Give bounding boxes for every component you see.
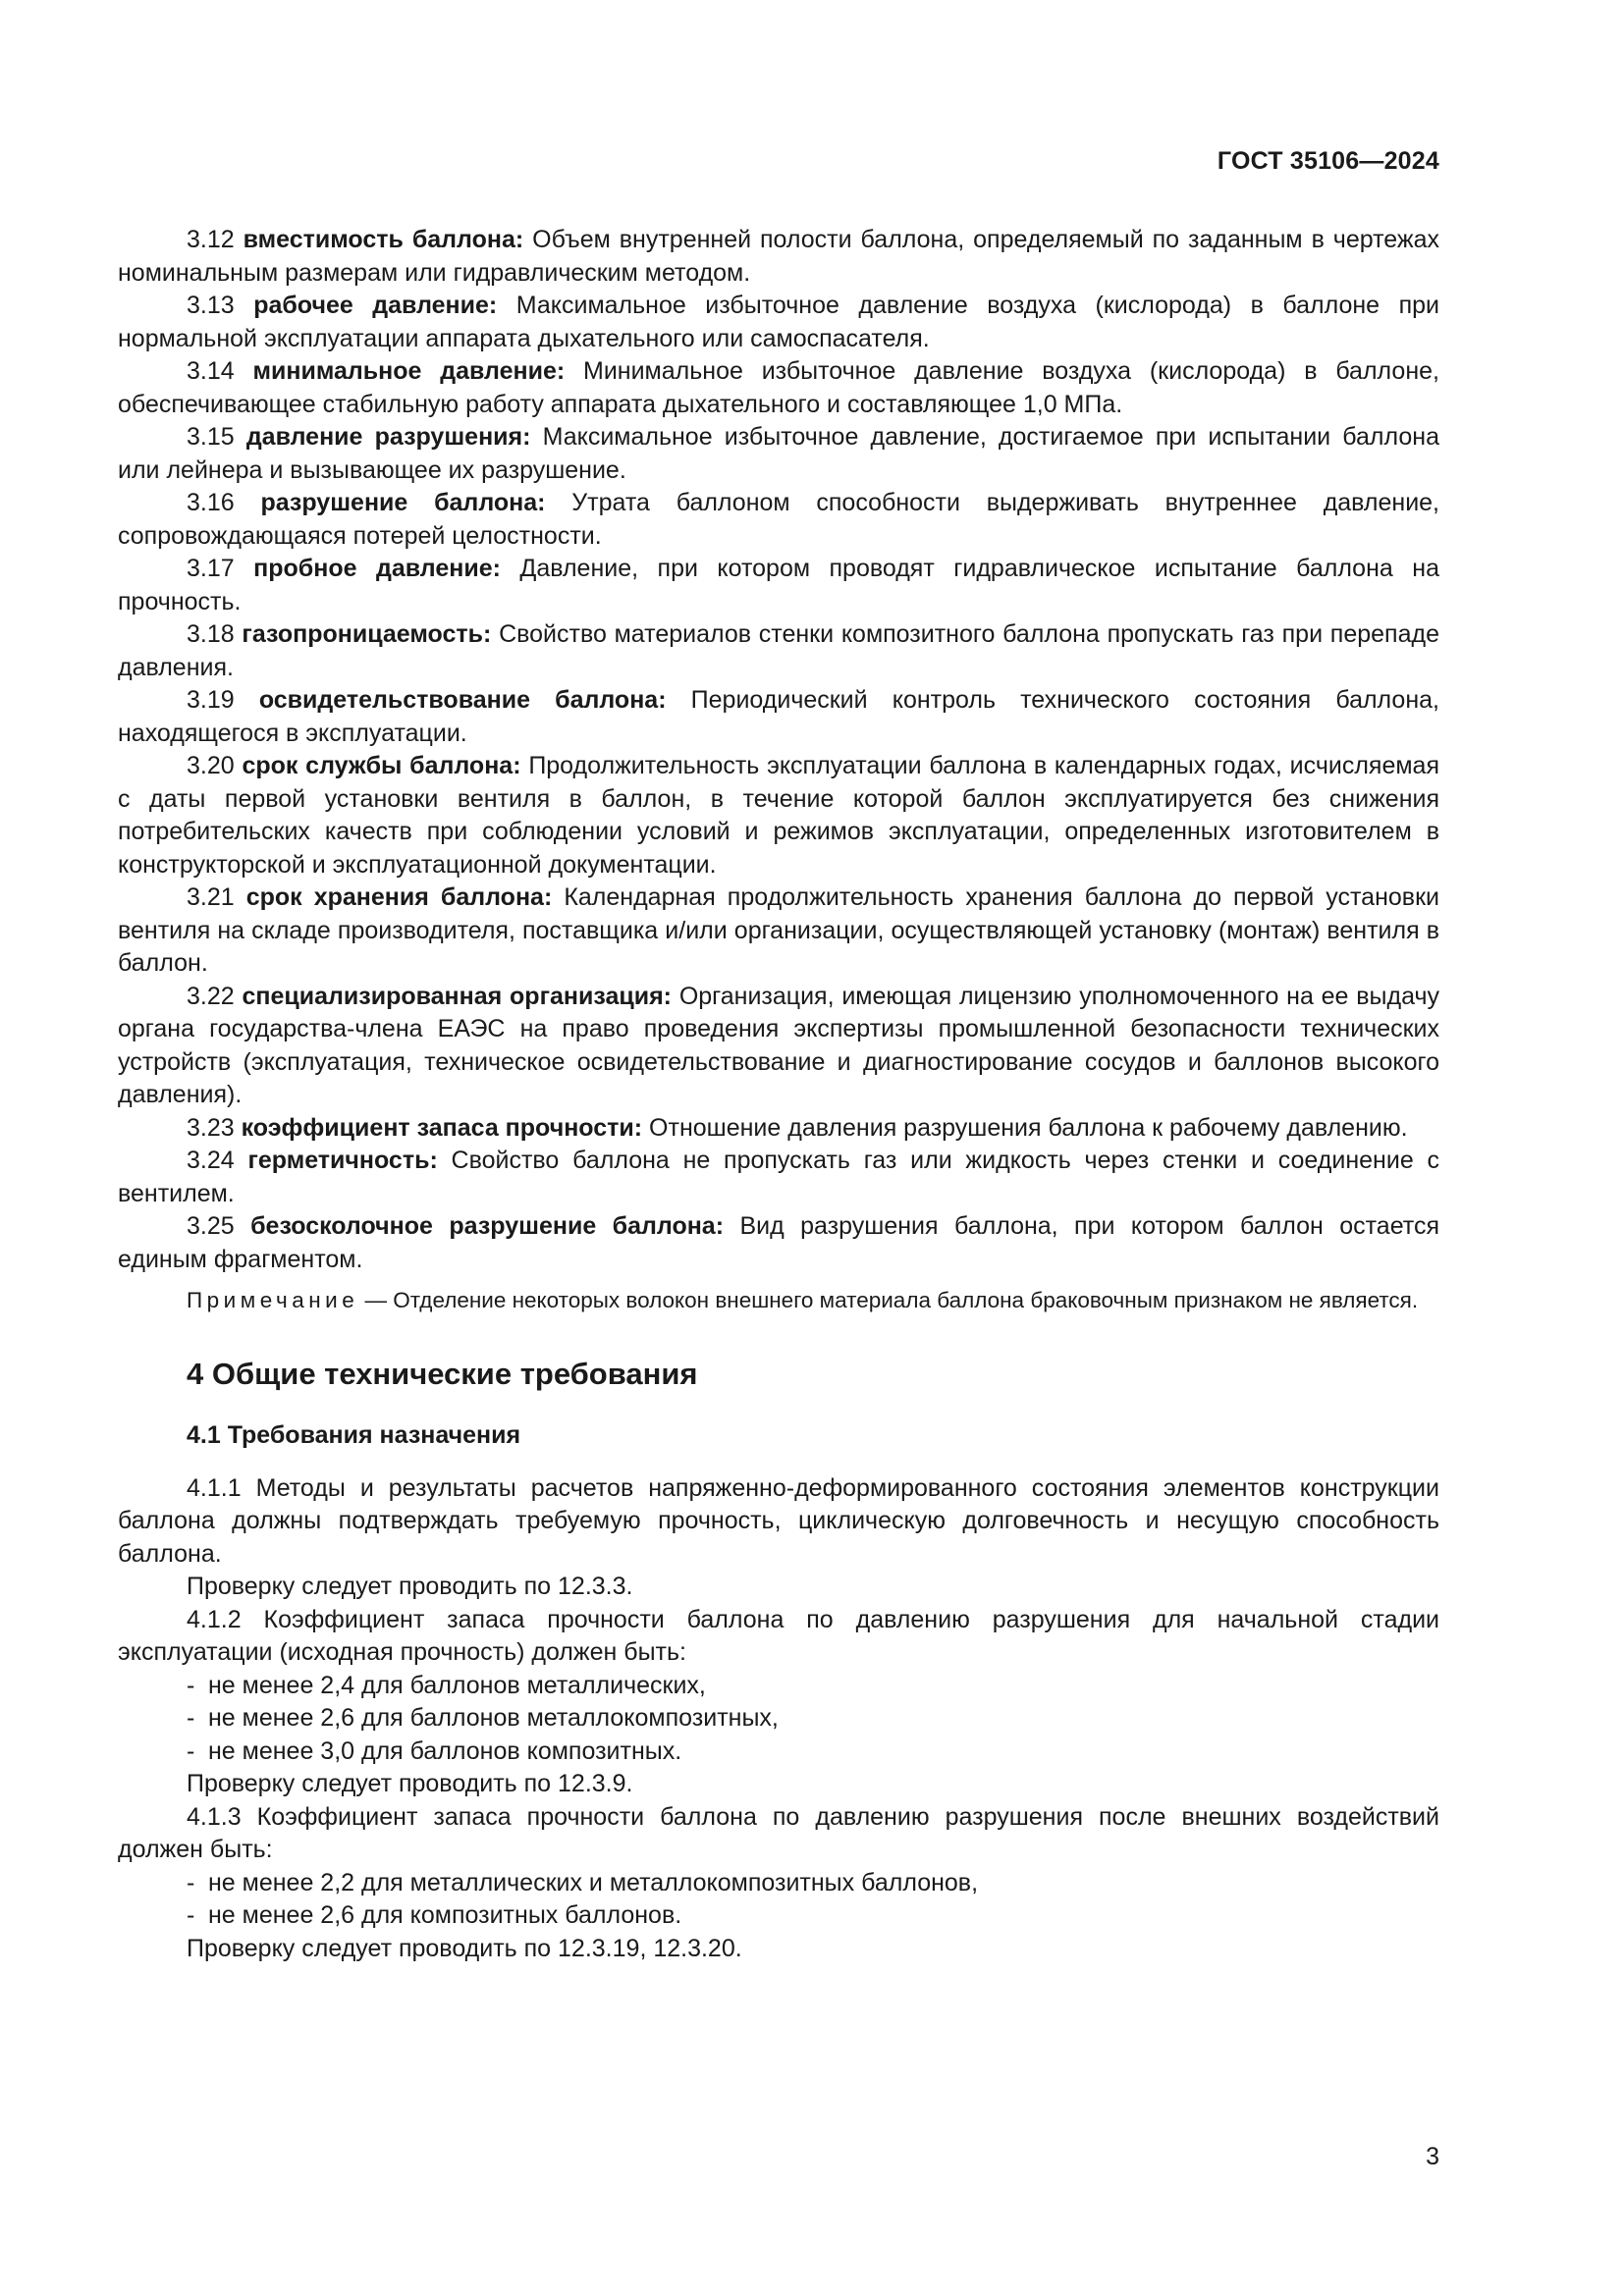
definition-term: безосколочное разрушение баллона: bbox=[250, 1212, 725, 1240]
definition-number: 3.23 bbox=[187, 1113, 235, 1142]
definition-term: газопроницаемость: bbox=[242, 620, 492, 648]
list-item-text: не менее 2,2 для металлических и металлокомпозитных баллонов, bbox=[208, 1868, 979, 1896]
definition-term: минимальное давление: bbox=[252, 357, 566, 385]
list-item-text: не менее 2,4 для баллонов металлических, bbox=[208, 1671, 706, 1699]
page-number: 3 bbox=[1426, 2143, 1439, 2170]
definition-term: герметичность: bbox=[247, 1147, 438, 1174]
definition-number: 3.15 bbox=[187, 423, 235, 451]
definition-number: 3.25 bbox=[187, 1212, 235, 1240]
definition-text: Календарная продолжительность хранения баллона до первой установки вентиля на складе производителя, поставщика и/или организации, осуществляющей установку (монтаж) вентиля в баллон. bbox=[118, 883, 1439, 977]
check-reference: Проверку следует проводить по 12.3.9. bbox=[187, 1770, 633, 1797]
definition-3-12 bbox=[118, 224, 1439, 290]
definition-number: 3.16 bbox=[187, 489, 235, 516]
definition-term: давление разрушения: bbox=[245, 423, 531, 451]
definition-text: Объем внутренней полости баллона, определяемый по заданным в чертежах номинальным размерам или гидравлическим методом. bbox=[118, 226, 1439, 287]
definition-text: Вид разрушения баллона, при котором баллон остается единым фрагментом. bbox=[118, 1212, 1439, 1273]
list-item-text: не менее 2,6 для композитных баллонов. bbox=[208, 1901, 682, 1929]
definition-text: Периодический контроль технического состояния баллона, находящегося в эксплуатации. bbox=[118, 686, 1439, 747]
definition-3-18 bbox=[118, 618, 1439, 684]
list-item bbox=[187, 1867, 1439, 1900]
definition-3-22 bbox=[118, 981, 1439, 1112]
definition-term: рабочее давление: bbox=[253, 292, 498, 319]
definition-text: Утрата баллоном способности выдерживать внутреннее давление, сопровождающаяся потерей целостности. bbox=[118, 489, 1440, 550]
subsection-title: 4.1 Требования назначения bbox=[187, 1421, 521, 1449]
paragraph-4-1-2: 4.1.2 Коэффициент запаса прочности баллона по давлению разрушения для начальной стадии эксплуатации (исходная прочность) должен быть: bbox=[118, 1605, 1439, 1666]
section-title: 4 Общие технические требования bbox=[187, 1357, 698, 1391]
definition-term: коэффициент запаса прочности: bbox=[241, 1113, 643, 1142]
definition-text: Свойство материалов стенки композитного баллона пропускать газ при перепаде давления. bbox=[118, 620, 1439, 681]
definition-number: 3.19 bbox=[187, 686, 235, 714]
note bbox=[118, 1286, 1439, 1315]
note-text: — Отделение некоторых волокон внешнего материала баллона браковочным признаком не является. bbox=[364, 1288, 1419, 1312]
note-label: Примечание bbox=[187, 1288, 359, 1312]
list-dash: - bbox=[187, 1704, 195, 1732]
definition-text: Отношение давления разрушения баллона к рабочему давлению. bbox=[649, 1113, 1408, 1142]
definition-3-14 bbox=[118, 355, 1439, 421]
list-item bbox=[187, 1899, 1439, 1933]
definition-3-15 bbox=[118, 421, 1439, 487]
definition-term: пробное давление: bbox=[253, 555, 501, 582]
list-item bbox=[187, 1670, 1439, 1703]
definition-term: срок службы баллона: bbox=[242, 752, 521, 779]
definition-term: вместимость баллона: bbox=[243, 226, 524, 253]
definition-text: Организация, имеющая лицензию уполномоченного на ее выдачу органа государства-члена ЕАЭС на право проведения экспертизы промышленной безопасности технических устройств (эксплуатация, техническое освидетельствование и диагностирование сосудов и баллонов высокого давления). bbox=[118, 982, 1439, 1108]
definition-3-24 bbox=[118, 1145, 1439, 1210]
definition-number: 3.17 bbox=[187, 555, 235, 582]
list-item bbox=[187, 1702, 1439, 1735]
definition-term: срок хранения баллона: bbox=[245, 883, 553, 911]
definition-3-16 bbox=[118, 487, 1439, 553]
definition-number: 3.24 bbox=[187, 1147, 235, 1174]
definition-number: 3.13 bbox=[187, 292, 235, 319]
definition-number: 3.20 bbox=[187, 752, 235, 779]
definition-text: Минимальное избыточное давление воздуха (кислорода) в баллоне, обеспечивающее стабильную работу аппарата дыхательного и составляющее 1,0 МПа. bbox=[118, 357, 1439, 418]
definition-3-23 bbox=[118, 1112, 1439, 1146]
paragraph-4-1-3: 4.1.3 Коэффициент запаса прочности баллона по давлению разрушения после внешних воздействий должен быть: bbox=[118, 1802, 1439, 1863]
definition-text: Давление, при котором проводят гидравлическое испытание баллона на прочность. bbox=[118, 555, 1439, 615]
definition-number: 3.14 bbox=[187, 357, 235, 385]
definition-term: специализированная организация: bbox=[242, 982, 673, 1010]
definition-number: 3.18 bbox=[187, 620, 235, 648]
definition-3-25 bbox=[118, 1210, 1439, 1276]
definition-number: 3.12 bbox=[187, 226, 235, 253]
definition-3-20 bbox=[118, 750, 1439, 881]
definition-text: Продолжительность эксплуатации баллона в календарных годах, исчисляемая с даты первой установки вентиля в баллон, в течение которой баллон эксплуатируется без снижения потребительских качеств при соблюдении условий и режимов эксплуатации, определенных изготовителем в конструкторской и эксплуатационной документации. bbox=[118, 752, 1439, 879]
list-item-text: не менее 3,0 для баллонов композитных. bbox=[208, 1736, 682, 1765]
definition-text: Свойство баллона не пропускать газ или жидкость через стенки и соединение с вентилем. bbox=[118, 1147, 1439, 1207]
definition-3-13 bbox=[118, 290, 1439, 355]
list-dash: - bbox=[187, 1868, 195, 1896]
definition-3-17 bbox=[118, 553, 1439, 618]
list-dash: - bbox=[187, 1671, 195, 1699]
definition-3-21 bbox=[118, 881, 1439, 981]
definition-text: Максимальное избыточное давление воздуха (кислорода) в баллоне при нормальной эксплуатации аппарата дыхательного или самоспасателя. bbox=[118, 292, 1440, 352]
definition-3-19 bbox=[118, 684, 1439, 750]
paragraph-4-1-1: 4.1.1 Методы и результаты расчетов напряженно-деформированного состояния элементов конструкции баллона должны подтверждать требуемую прочность, циклическую долговечность и несущую способность баллона. bbox=[118, 1473, 1439, 1568]
definition-text: Максимальное избыточное давление, достигаемое при испытании баллона или лейнера и вызывающее их разрушение. bbox=[118, 423, 1439, 484]
definition-term: освидетельствование баллона: bbox=[258, 686, 667, 714]
list-dash: - bbox=[187, 1901, 195, 1929]
list-item bbox=[187, 1735, 1439, 1769]
page-content bbox=[118, 224, 1439, 1965]
list-item-text: не менее 2,6 для баллонов металлокомпозитных, bbox=[208, 1704, 779, 1732]
check-reference: Проверку следует проводить по 12.3.19, 12.3.20. bbox=[187, 1934, 742, 1962]
list-dash: - bbox=[187, 1736, 195, 1765]
definition-number: 3.22 bbox=[187, 982, 235, 1010]
definition-term: разрушение баллона: bbox=[260, 489, 546, 516]
definition-number: 3.21 bbox=[187, 883, 235, 911]
check-reference: Проверку следует проводить по 12.3.3. bbox=[187, 1573, 633, 1600]
document-code-header: ГОСТ 35106—2024 bbox=[1217, 147, 1439, 175]
